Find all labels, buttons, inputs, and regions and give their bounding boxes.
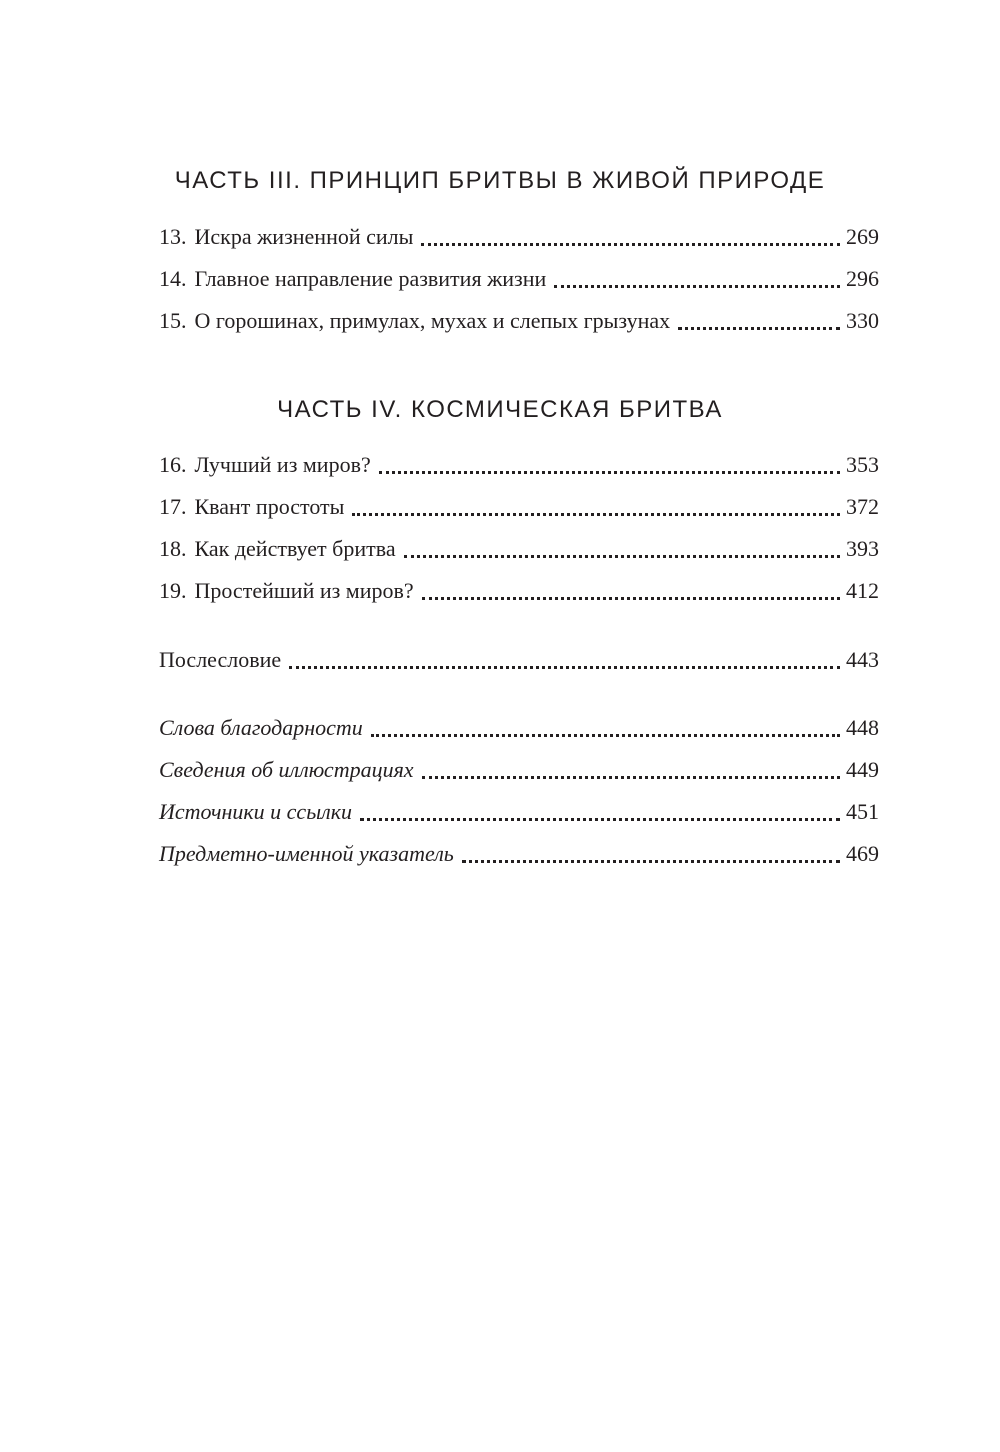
chapter-number: 19. [159, 578, 187, 603]
chapter-title: Как действует бритва [194, 536, 396, 561]
toc-entry-19[interactable] [159, 576, 879, 606]
dot-leader [554, 283, 840, 288]
part-3-heading: ЧАСТЬ III. ПРИНЦИП БРИТВЫ В ЖИВОЙ ПРИРОДЕ [174, 167, 826, 194]
page-number: 451 [846, 799, 879, 824]
page-number: 448 [846, 715, 879, 740]
chapter-number: 17. [159, 494, 187, 519]
toc-entry-16[interactable] [159, 450, 879, 480]
dot-leader [371, 732, 840, 737]
dot-leader [404, 553, 840, 558]
dot-leader [360, 816, 840, 821]
chapter-title: Квант простоты [194, 494, 345, 519]
chapter-number: 13. [159, 224, 187, 249]
toc-entry-illustrations[interactable] [159, 755, 879, 785]
page-number: 296 [846, 266, 879, 291]
chapter-title: Простейший из миров? [194, 578, 414, 603]
dot-leader [422, 774, 840, 779]
dot-leader [421, 241, 840, 246]
dot-leader [379, 469, 840, 474]
toc-entry-15[interactable] [159, 306, 879, 336]
page-number: 353 [846, 452, 879, 477]
dot-leader [678, 325, 840, 330]
toc-entry-13[interactable] [159, 222, 879, 252]
chapter-number: 14. [159, 266, 187, 291]
page-number: 372 [846, 494, 879, 519]
page-number: 269 [846, 224, 879, 249]
page-number: 330 [846, 308, 879, 333]
toc-entry-sources[interactable] [159, 797, 879, 827]
page-number: 443 [846, 647, 879, 672]
chapter-title: Главное направление развития жизни [194, 266, 547, 291]
dot-leader [422, 595, 840, 600]
page-number: 412 [846, 578, 879, 603]
toc-entry-index[interactable] [159, 839, 879, 869]
back-matter-title: Сведения об иллюстрациях [159, 757, 414, 782]
chapter-number: 18. [159, 536, 187, 561]
chapter-number: 16. [159, 452, 187, 477]
toc-entry-14[interactable] [159, 264, 879, 294]
page-number: 469 [846, 841, 879, 866]
afterword-title: Послесловие [159, 647, 282, 672]
back-matter-title: Предметно-именной указатель [159, 841, 454, 866]
page-number: 393 [846, 536, 879, 561]
dot-leader [352, 511, 840, 516]
back-matter-title: Слова благодарности [159, 715, 363, 740]
back-matter-title: Источники и ссылки [159, 799, 352, 824]
toc-entry-17[interactable] [159, 492, 879, 522]
chapter-title: Искра жизненной силы [194, 224, 414, 249]
dot-leader [462, 858, 840, 863]
dot-leader [289, 664, 840, 669]
toc-entry-afterword[interactable] [159, 645, 879, 675]
part-4-heading: ЧАСТЬ IV. КОСМИЧЕСКАЯ БРИТВА [277, 396, 723, 423]
chapter-number: 15. [159, 308, 187, 333]
chapter-title: Лучший из миров? [194, 452, 371, 477]
toc-entry-18[interactable] [159, 534, 879, 564]
chapter-title: О горошинах, примулах, мухах и слепых грызунах [194, 308, 671, 333]
toc-entry-acknowledgments[interactable] [159, 713, 879, 743]
page-number: 449 [846, 757, 879, 782]
